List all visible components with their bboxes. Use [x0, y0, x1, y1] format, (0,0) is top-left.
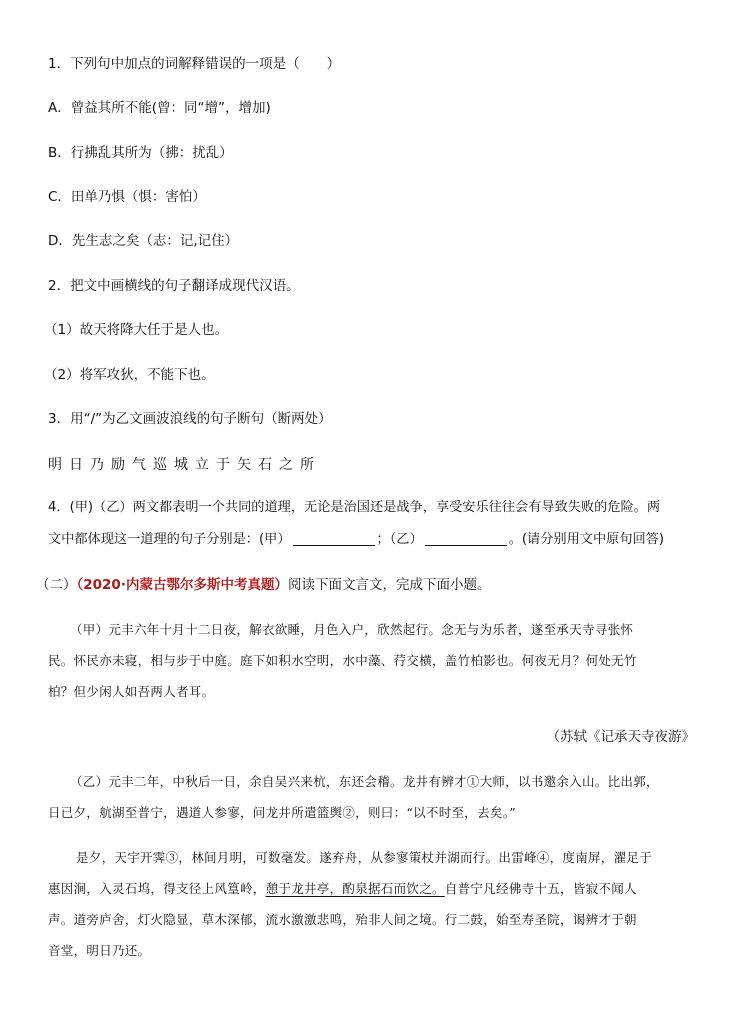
passage-jia-line-1: （甲）元丰六年十月十二日夜，解衣欲睡，月色入户，欣然起行。念无与为乐者，遂至承天寺寻张怀	[70, 622, 634, 637]
q4-line-1: 4．(甲)（乙）两文都表明一个共同的道理，无论是治国还是战争，享受安乐往往会有导致失败的危险。两	[48, 500, 661, 515]
q3-sentence: 明日乃励气巡城立于矢石之所	[48, 457, 321, 473]
q4-line-2-a: 文中都体现这一道理的句子分别是：(甲）	[48, 532, 291, 547]
q2-stem: 2．把文中画横线的句子翻译成现代汉语。	[48, 278, 300, 294]
q4-line-2-c: 。(请分别用文中原句回答)	[508, 532, 665, 547]
source-tag: （2020·内蒙古鄂尔多斯中考真题）	[76, 577, 288, 593]
passage-yi-p2-line-4: 音堂，明日乃还。	[48, 943, 151, 958]
q1-option-d: D．先生志之矣（志：记,记住）	[48, 233, 239, 249]
q4-line-2-b: ；（乙）	[376, 532, 423, 547]
p2-line-2-end: 自普宁凡经佛寺十五，皆寂不闻人	[444, 881, 637, 896]
answer-blank-jia[interactable]	[293, 531, 375, 546]
q2-sentence-2: （2）将军攻狄，不能下也。	[44, 367, 215, 383]
q1-stem: 1．下列句中加点的词解释错误的一项是（ ）	[48, 56, 341, 72]
section2-heading	[36, 575, 705, 595]
section2-prefix: （二）	[36, 577, 77, 593]
passage-jia-line-3: 柏？但少闲人如吾两人者耳。	[48, 684, 215, 699]
q4-line-2	[48, 530, 705, 550]
underlined-sentence: 憩于龙井亭，酌泉据石而饮之。	[265, 881, 445, 896]
q3-stem: 3．用“/”为乙文画波浪线的句子断句（断两处）	[48, 411, 332, 427]
answer-blank-yi[interactable]	[425, 531, 507, 546]
passage-yi-p2-line-1: 是夕，天宇开霁③，林间月明，可数毫发。遂弃舟，从参寥策杖并湖而行。出雷峰④，度南屏，濯足于	[76, 850, 653, 865]
passage-yi-line-1: （乙）元丰二年，中秋后一日，余自吴兴来杭，东还会稽。龙井有辨才①大师，以书邀余入山。比出郭，	[70, 774, 659, 789]
passage-jia-attribution: （苏轼《记承天寺夜游》	[546, 729, 695, 745]
q1-option-a: A．曾益其所不能(曾：同“增”，增加)	[48, 100, 271, 116]
passage-yi-p2-line-2	[48, 879, 705, 899]
passage-yi-line-2: 日已夕，航湖至普宁，遇道人参寥，问龙井所遣篮舆②，则曰：“以不时至，去矣。”	[48, 805, 516, 820]
q2-sentence-1: （1）故天将降大任于是人也。	[44, 322, 229, 338]
passage-jia-line-2: 民。怀民亦未寝，相与步于中庭。庭下如积水空明，水中藻、荇交横，盖竹柏影也。何夜无月？何处无竹	[48, 653, 637, 668]
p2-line-2-start: 惠因涧，入灵石坞，得支径上风篁岭，	[48, 881, 266, 896]
q1-option-c: C．田单乃惧（惧：害怕）	[48, 189, 206, 205]
section2-instruction: 阅读下面文言文，完成下面小题。	[287, 577, 491, 593]
q1-option-b: B．行拂乱其所为（拂：扰乱）	[48, 145, 233, 161]
passage-yi-p2-line-3: 声。道旁庐舍，灯火隐显，草木深郁，流水激激悲鸣，殆非人间之境。行二鼓，始至寿圣院，谒辨才于朝	[48, 912, 637, 927]
